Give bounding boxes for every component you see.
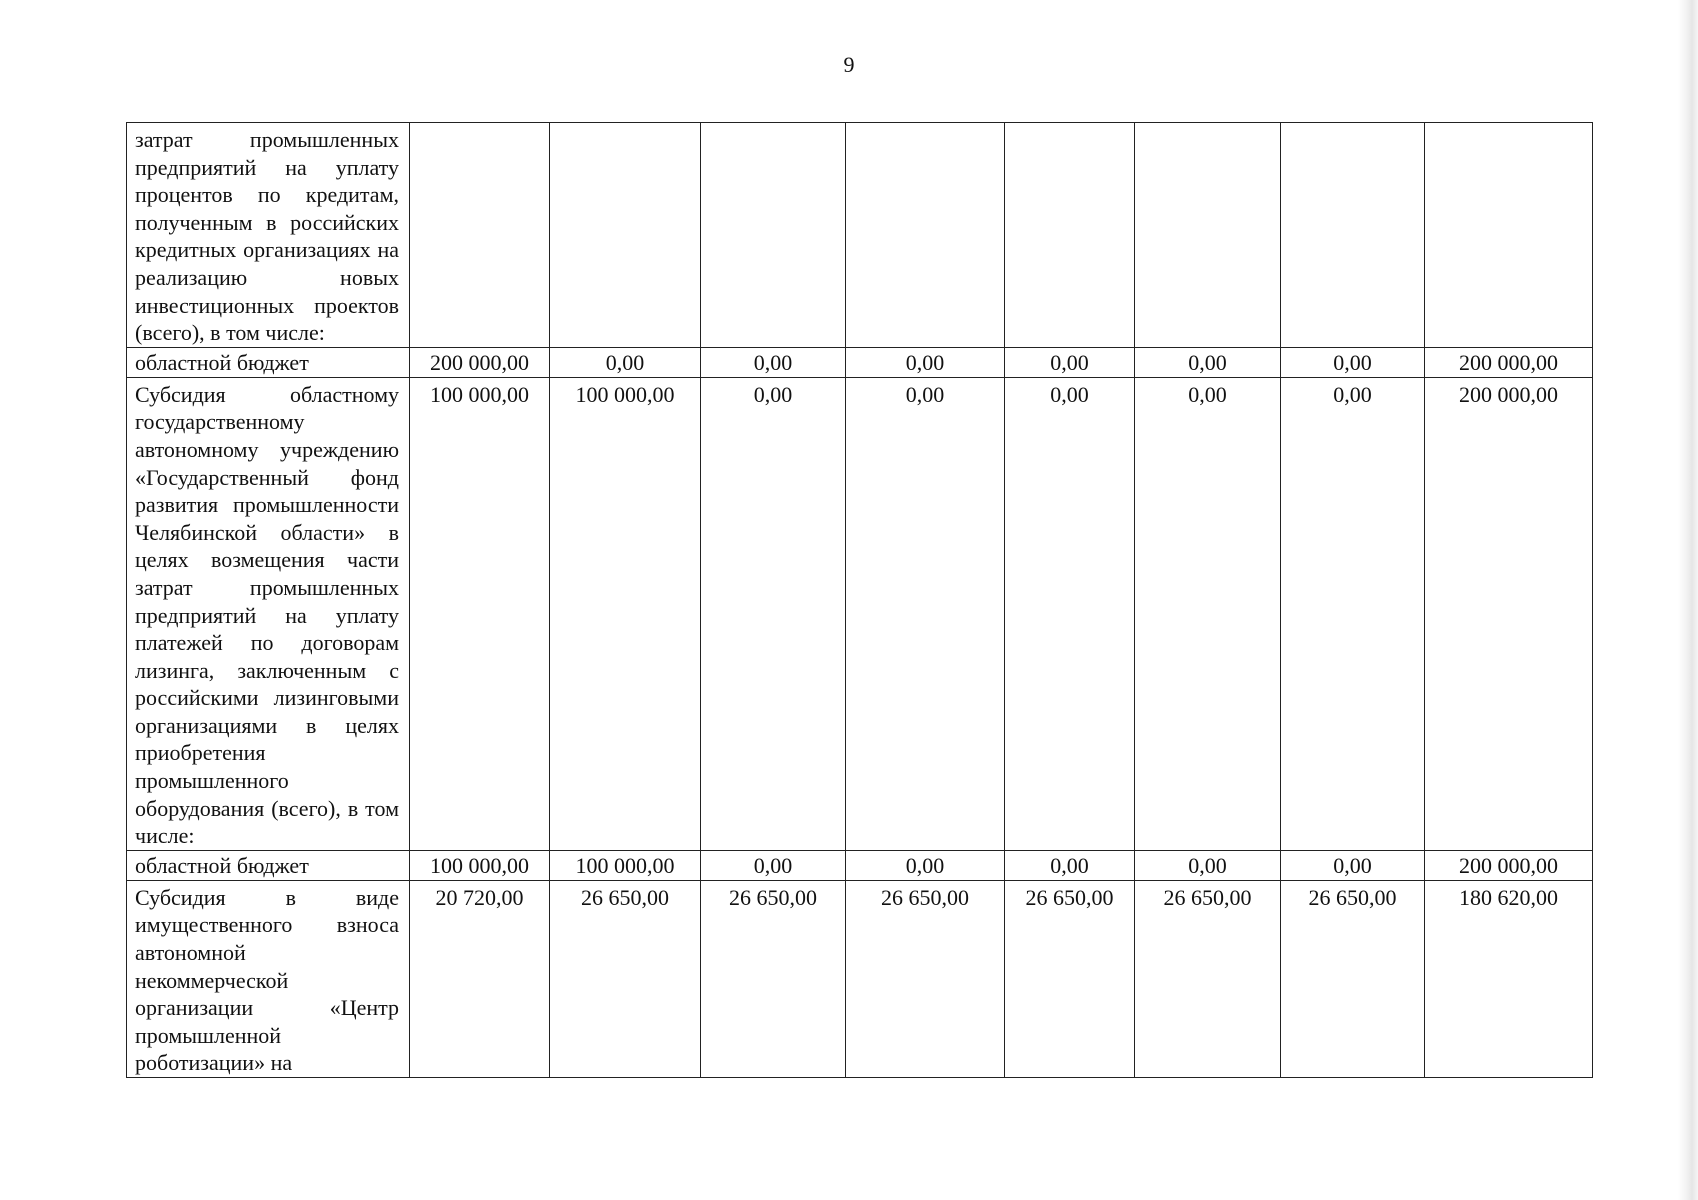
value-cell: 100 000,00: [410, 850, 550, 880]
value-cell: [550, 123, 701, 348]
value-cell: 0,00: [701, 377, 846, 850]
value-cell: [1135, 123, 1281, 348]
budget-table: [126, 122, 1593, 1078]
value-cell: 200 000,00: [1425, 850, 1593, 880]
row-label: областной бюджет: [127, 347, 410, 377]
value-cell: [846, 123, 1005, 348]
value-cell: 0,00: [1005, 347, 1135, 377]
value-cell: 180 620,00: [1425, 880, 1593, 1077]
value-cell: 0,00: [1281, 850, 1425, 880]
value-cell: 200 000,00: [410, 347, 550, 377]
value-cell: 0,00: [1135, 347, 1281, 377]
row-label: затрат промышленных предприятий на уплату процентов по кредитам, полученным в российских кредитных организациях на реализацию новых инвестиционных проектов (всего), в том числе:: [127, 123, 410, 348]
value-cell: [1425, 123, 1593, 348]
scan-edge-shadow: [1678, 0, 1698, 1200]
row-label: Субсидия в виде имущественного взноса автономной некоммерческой организации «Центр промышленной роботизации» на: [127, 880, 410, 1077]
value-cell: 0,00: [1281, 347, 1425, 377]
value-cell: 200 000,00: [1425, 347, 1593, 377]
value-cell: 0,00: [701, 850, 846, 880]
value-cell: [1005, 123, 1135, 348]
value-cell: 26 650,00: [846, 880, 1005, 1077]
value-cell: [701, 123, 846, 348]
table-row: [127, 377, 1593, 850]
value-cell: 100 000,00: [550, 850, 701, 880]
row-label: Субсидия областному государственному автономному учреждению «Государственный фонд развития промышленности Челябинской области» в целях возмещения части затрат промышленных предприятий на уплату платежей по договорам лизинга, заключенным с российскими лизинговыми организациями в целях приобретения промышленного оборудования (всего), в том числе:: [127, 377, 410, 850]
value-cell: 0,00: [701, 347, 846, 377]
table-row: [127, 347, 1593, 377]
value-cell: 0,00: [1135, 377, 1281, 850]
value-cell: 26 650,00: [1135, 880, 1281, 1077]
value-cell: 0,00: [1005, 377, 1135, 850]
value-cell: 0,00: [550, 347, 701, 377]
value-cell: 20 720,00: [410, 880, 550, 1077]
value-cell: 0,00: [1135, 850, 1281, 880]
value-cell: 0,00: [1005, 850, 1135, 880]
row-label: областной бюджет: [127, 850, 410, 880]
value-cell: 26 650,00: [550, 880, 701, 1077]
value-cell: 26 650,00: [1005, 880, 1135, 1077]
table-row: [127, 123, 1593, 348]
table-row: [127, 880, 1593, 1077]
page-number: 9: [843, 52, 855, 77]
value-cell: 200 000,00: [1425, 377, 1593, 850]
value-cell: 100 000,00: [550, 377, 701, 850]
value-cell: 26 650,00: [701, 880, 846, 1077]
value-cell: 0,00: [846, 850, 1005, 880]
value-cell: 100 000,00: [410, 377, 550, 850]
value-cell: [410, 123, 550, 348]
value-cell: 0,00: [1281, 377, 1425, 850]
value-cell: 0,00: [846, 347, 1005, 377]
value-cell: 26 650,00: [1281, 880, 1425, 1077]
table-row: [127, 850, 1593, 880]
value-cell: 0,00: [846, 377, 1005, 850]
value-cell: [1281, 123, 1425, 348]
